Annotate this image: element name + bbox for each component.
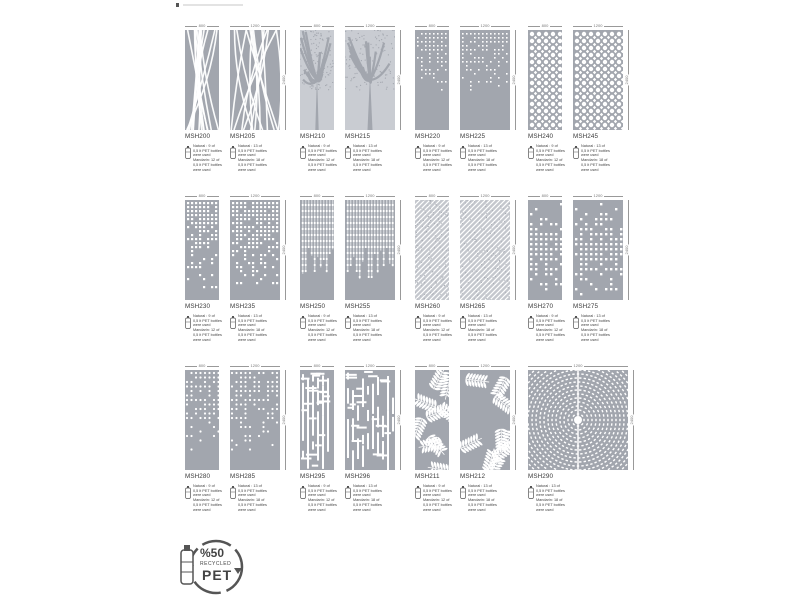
bottle-icon	[300, 146, 306, 159]
bottle-note	[345, 144, 389, 170]
width-dimension	[415, 23, 449, 29]
bottle-note-text: Natural : 9 of 0,5 lt PET bottles were used Mandarin: 12 of 0,5 lt PET bottles were used	[193, 314, 222, 342]
pattern-graphic	[185, 30, 219, 130]
panel-image[interactable]	[415, 200, 449, 300]
panel-card[interactable]	[460, 363, 516, 470]
width-dimension	[300, 363, 334, 369]
bottle-note	[415, 144, 459, 170]
height-value: 2400	[623, 75, 629, 85]
bottle-note	[300, 144, 344, 170]
bottle-icon	[181, 545, 193, 584]
bottle-icon	[345, 486, 351, 499]
height-value: 2400	[510, 245, 516, 255]
width-value: 800	[198, 193, 206, 198]
height-value: 2400	[395, 245, 401, 255]
bottle-icon	[230, 486, 236, 499]
width-value: 1200	[480, 193, 490, 198]
panel-card[interactable]	[300, 23, 334, 130]
bottle-note-text: Natural : 13 of 0,5 lt PET bottles were used Mandarin: 18 of 0,5 lt PET bottles were used	[353, 144, 382, 172]
pattern-graphic	[230, 30, 280, 130]
bottle-icon	[230, 146, 236, 159]
panel-card[interactable]	[415, 23, 449, 130]
width-dimension	[185, 23, 219, 29]
height-value: 2400	[395, 415, 401, 425]
product-code: MSH275	[573, 303, 599, 310]
panel-card[interactable]	[230, 363, 286, 470]
panel-image[interactable]	[230, 200, 280, 300]
panel-card[interactable]	[415, 363, 449, 470]
header-bar	[183, 4, 243, 6]
width-value: 800	[313, 23, 321, 28]
bottle-note-text: Natural : 9 of 0,5 lt PET bottles were used Mandarin: 12 of 0,5 lt PET bottles were used	[193, 484, 222, 512]
recycled-label: RECYCLED	[200, 561, 232, 567]
bottle-icon	[460, 486, 466, 499]
bottle-note-text: Natural : 13 of 0,5 lt PET bottles were used Mandarin: 18 of 0,5 lt PET bottles were used	[468, 314, 497, 342]
bottle-icon	[345, 316, 351, 329]
width-dimension	[345, 23, 395, 29]
bottle-note	[345, 314, 389, 340]
bottle-note	[460, 314, 504, 340]
bottle-icon	[300, 486, 306, 499]
height-dimension	[397, 30, 403, 130]
width-value: 800	[541, 23, 549, 28]
width-value: 1200	[250, 193, 260, 198]
product-code: MSH212	[460, 473, 486, 480]
width-dimension	[230, 363, 280, 369]
panel-image[interactable]	[573, 30, 623, 130]
product-code: MSH200	[185, 133, 211, 140]
height-value: 2400	[395, 75, 401, 85]
product-code: MSH211	[415, 473, 440, 480]
product-code: MSH270	[528, 303, 554, 310]
height-dimension	[397, 370, 403, 470]
product-code: MSH250	[300, 303, 326, 310]
bottle-note	[300, 484, 344, 510]
bottle-note	[460, 484, 504, 510]
bottle-icon	[460, 146, 466, 159]
pattern-graphic	[528, 200, 562, 300]
pattern-graphic	[460, 30, 510, 130]
width-dimension	[528, 363, 628, 369]
panel-card[interactable]	[345, 193, 401, 300]
width-value: 800	[428, 363, 436, 368]
product-code: MSH220	[415, 133, 441, 140]
bottle-note-text: Natural : 13 of 0,5 lt PET bottles were used Mandarin: 18 of 0,5 lt PET bottles were used	[238, 484, 267, 512]
panel-image[interactable]	[528, 370, 628, 470]
height-value: 2400	[623, 245, 629, 255]
product-code: MSH290	[528, 473, 554, 480]
width-value: 1200	[250, 23, 260, 28]
pattern-graphic	[185, 370, 219, 470]
width-value: 1200	[593, 23, 603, 28]
width-dimension	[573, 23, 623, 29]
height-value: 2400	[510, 75, 516, 85]
bottle-icon	[300, 316, 306, 329]
height-dimension	[512, 200, 518, 300]
width-dimension	[185, 363, 219, 369]
product-code: MSH295	[300, 473, 326, 480]
panel-card[interactable]	[230, 193, 286, 300]
product-code: MSH296	[345, 473, 371, 480]
product-code: MSH225	[460, 133, 486, 140]
height-dimension	[630, 370, 636, 470]
product-code: MSH205	[230, 133, 256, 140]
panel-card[interactable]	[460, 193, 516, 300]
width-dimension	[300, 23, 334, 29]
height-dimension	[282, 200, 288, 300]
width-dimension	[528, 193, 562, 199]
pattern-graphic	[415, 370, 449, 470]
bottle-note-text: Natural : 9 of 0,5 lt PET bottles were used Mandarin: 12 of 0,5 lt PET bottles were used	[423, 314, 452, 342]
bottle-note	[415, 314, 459, 340]
bottle-note	[300, 314, 344, 340]
panel-image[interactable]	[345, 370, 395, 470]
bottle-icon	[573, 316, 579, 329]
bottle-note	[528, 314, 572, 340]
panel-image[interactable]	[345, 30, 395, 130]
product-code: MSH255	[345, 303, 371, 310]
panel-image[interactable]	[460, 370, 510, 470]
width-dimension	[230, 193, 280, 199]
height-value: 2400	[280, 75, 286, 85]
product-code: MSH235	[230, 303, 256, 310]
panel-card[interactable]	[573, 193, 629, 300]
panel-card[interactable]	[185, 363, 219, 470]
pattern-graphic	[230, 200, 280, 300]
panel-card[interactable]	[528, 23, 562, 130]
product-code: MSH240	[528, 133, 554, 140]
bottle-note	[185, 484, 229, 510]
width-dimension	[230, 23, 280, 29]
panel-card[interactable]	[528, 193, 562, 300]
panel-image[interactable]	[300, 30, 334, 130]
panel-card[interactable]	[528, 363, 634, 470]
pattern-graphic	[345, 370, 395, 470]
bottle-note-text: Natural : 13 of 0,5 lt PET bottles were used Mandarin: 18 of 0,5 lt PET bottles were used	[468, 484, 497, 512]
panel-image[interactable]	[415, 30, 449, 130]
bottle-icon	[415, 316, 421, 329]
height-value: 2400	[628, 415, 634, 425]
bottle-note-text: Natural : 13 of 0,5 lt PET bottles were used Mandarin: 18 of 0,5 lt PET bottles were used	[581, 144, 610, 172]
bottle-note-text: Natural : 13 of 0,5 lt PET bottles were used Mandarin: 18 of 0,5 lt PET bottles were used	[468, 144, 497, 172]
bottle-note	[230, 314, 274, 340]
bottle-icon	[528, 316, 534, 329]
width-value: 1200	[593, 193, 603, 198]
width-dimension	[345, 363, 395, 369]
panel-card[interactable]	[185, 193, 219, 300]
width-dimension	[345, 193, 395, 199]
height-dimension	[512, 30, 518, 130]
bottle-icon	[345, 146, 351, 159]
panel-image[interactable]	[185, 370, 219, 470]
bottle-note-text: Natural : 9 of 0,5 lt PET bottles were used Mandarin: 12 of 0,5 lt PET bottles were used	[536, 314, 565, 342]
height-dimension	[512, 370, 518, 470]
panel-image[interactable]	[185, 30, 219, 130]
bottle-note-text: Natural : 13 of 0,5 lt PET bottles were used Mandarin: 18 of 0,5 lt PET bottles were used	[238, 144, 267, 172]
product-code: MSH265	[460, 303, 486, 310]
panel-image[interactable]	[528, 200, 562, 300]
product-code: MSH285	[230, 473, 256, 480]
bottle-note	[528, 484, 572, 510]
height-value: 2400	[510, 415, 516, 425]
panel-card[interactable]	[345, 363, 401, 470]
product-code: MSH210	[300, 133, 326, 140]
bottle-note	[185, 314, 229, 340]
width-value: 1200	[250, 363, 260, 368]
height-dimension	[625, 200, 631, 300]
recycled-pet-badge	[176, 536, 248, 598]
width-dimension	[460, 23, 510, 29]
bottle-note	[345, 484, 389, 510]
bottle-note-text: Natural : 9 of 0,5 lt PET bottles were used Mandarin: 12 of 0,5 lt PET bottles were used	[423, 144, 452, 172]
panel-image[interactable]	[300, 200, 334, 300]
width-value: 800	[313, 363, 321, 368]
panel-card[interactable]	[460, 23, 516, 130]
bottle-icon	[230, 316, 236, 329]
bottle-note-text: Natural : 13 of 0,5 lt PET bottles were used Mandarin: 18 of 0,5 lt PET bottles were used	[238, 314, 267, 342]
panel-image[interactable]	[460, 30, 510, 130]
panel-image[interactable]	[528, 30, 562, 130]
bottle-note-text: Natural : 13 of 0,5 lt PET bottles were used Mandarin: 18 of 0,5 lt PET bottles were used	[581, 314, 610, 342]
panel-card[interactable]	[230, 23, 286, 130]
width-value: 800	[198, 23, 206, 28]
width-dimension	[460, 193, 510, 199]
bottle-note	[573, 314, 617, 340]
recycled-percent: %50	[200, 546, 225, 560]
panel-card[interactable]	[185, 23, 219, 130]
product-code: MSH280	[185, 473, 211, 480]
bottle-note-text: Natural : 13 of 0,5 lt PET bottles were used Mandarin: 18 of 0,5 lt PET bottles were used	[353, 484, 382, 512]
panel-card[interactable]	[300, 363, 334, 470]
width-value: 1200	[365, 363, 375, 368]
bottle-icon	[573, 146, 579, 159]
pattern-graphic	[300, 200, 334, 300]
pattern-graphic	[345, 200, 395, 300]
pattern-graphic	[300, 370, 334, 470]
bottle-icon	[415, 486, 421, 499]
height-dimension	[282, 370, 288, 470]
bottle-icon	[185, 146, 191, 159]
width-value: 800	[198, 363, 206, 368]
bottle-note-text: Natural : 9 of 0,5 lt PET bottles were used Mandarin: 12 of 0,5 lt PET bottles were used	[193, 144, 222, 172]
width-value: 1200	[480, 363, 490, 368]
width-value: 800	[313, 193, 321, 198]
panel-image[interactable]	[460, 200, 510, 300]
panel-card[interactable]	[345, 23, 401, 130]
panel-image[interactable]	[415, 370, 449, 470]
width-dimension	[300, 193, 334, 199]
bottle-icon	[528, 486, 534, 499]
bottle-note-text: Natural : 9 of 0,5 lt PET bottles were used Mandarin: 12 of 0,5 lt PET bottles were used	[308, 314, 337, 342]
pet-label: PET	[202, 567, 233, 583]
bottle-note	[460, 144, 504, 170]
width-value: 1200	[365, 193, 375, 198]
product-code: MSH230	[185, 303, 211, 310]
width-dimension	[573, 193, 623, 199]
width-value: 800	[541, 193, 549, 198]
panel-card[interactable]	[415, 193, 449, 300]
height-value: 2400	[280, 415, 286, 425]
pattern-graphic	[528, 370, 628, 470]
pattern-graphic	[185, 200, 219, 300]
width-value: 1200	[480, 23, 490, 28]
width-value: 1200	[365, 23, 375, 28]
pattern-graphic	[460, 370, 510, 470]
width-dimension	[185, 193, 219, 199]
panel-card[interactable]	[300, 193, 334, 300]
bottle-icon	[185, 486, 191, 499]
bottle-note-text: Natural : 9 of 0,5 lt PET bottles were used Mandarin: 12 of 0,5 lt PET bottles were used	[308, 144, 337, 172]
width-value: 800	[428, 193, 436, 198]
width-value: 800	[428, 23, 436, 28]
bottle-icon	[415, 146, 421, 159]
product-code: MSH215	[345, 133, 371, 140]
pattern-graphic	[230, 370, 280, 470]
panel-image[interactable]	[230, 370, 280, 470]
bottle-note-text: Natural : 13 of 0,5 lt PET bottles were used Mandarin: 18 of 0,5 lt PET bottles were used	[536, 484, 565, 512]
panel-card[interactable]	[573, 23, 629, 130]
panel-image[interactable]	[573, 200, 623, 300]
height-dimension	[397, 200, 403, 300]
bottle-note	[528, 144, 572, 170]
height-dimension	[625, 30, 631, 130]
bottle-icon	[185, 316, 191, 329]
width-dimension	[415, 193, 449, 199]
bottle-note-text: Natural : 13 of 0,5 lt PET bottles were used Mandarin: 18 of 0,5 lt PET bottles were used	[353, 314, 382, 342]
bottle-note	[415, 484, 459, 510]
height-value: 2400	[280, 245, 286, 255]
width-dimension	[460, 363, 510, 369]
pattern-graphic	[528, 30, 562, 130]
pattern-graphic	[345, 30, 395, 130]
bottle-note	[230, 144, 274, 170]
pattern-graphic	[460, 200, 510, 300]
width-dimension	[415, 363, 449, 369]
panel-image[interactable]	[230, 30, 280, 130]
bottle-icon	[460, 316, 466, 329]
bottle-note-text: Natural : 9 of 0,5 lt PET bottles were used Mandarin: 12 of 0,5 lt PET bottles were used	[308, 484, 337, 512]
pattern-graphic	[573, 200, 623, 300]
pattern-graphic	[415, 30, 449, 130]
bottle-icon	[528, 146, 534, 159]
panel-image[interactable]	[185, 200, 219, 300]
bottle-note	[185, 144, 229, 170]
pattern-graphic	[300, 30, 334, 130]
bottle-note	[573, 144, 617, 170]
height-dimension	[282, 30, 288, 130]
product-code: MSH245	[573, 133, 599, 140]
pattern-graphic	[415, 200, 449, 300]
panel-image[interactable]	[300, 370, 334, 470]
bottle-note-text: Natural : 9 of 0,5 lt PET bottles were used Mandarin: 12 of 0,5 lt PET bottles were used	[423, 484, 452, 512]
product-code: MSH260	[415, 303, 441, 310]
bottle-note	[230, 484, 274, 510]
pattern-graphic	[573, 30, 623, 130]
bottle-note-text: Natural : 9 of 0,5 lt PET bottles were used Mandarin: 12 of 0,5 lt PET bottles were used	[536, 144, 565, 172]
width-dimension	[528, 23, 562, 29]
width-value: 1200	[573, 363, 583, 368]
panel-image[interactable]	[345, 200, 395, 300]
